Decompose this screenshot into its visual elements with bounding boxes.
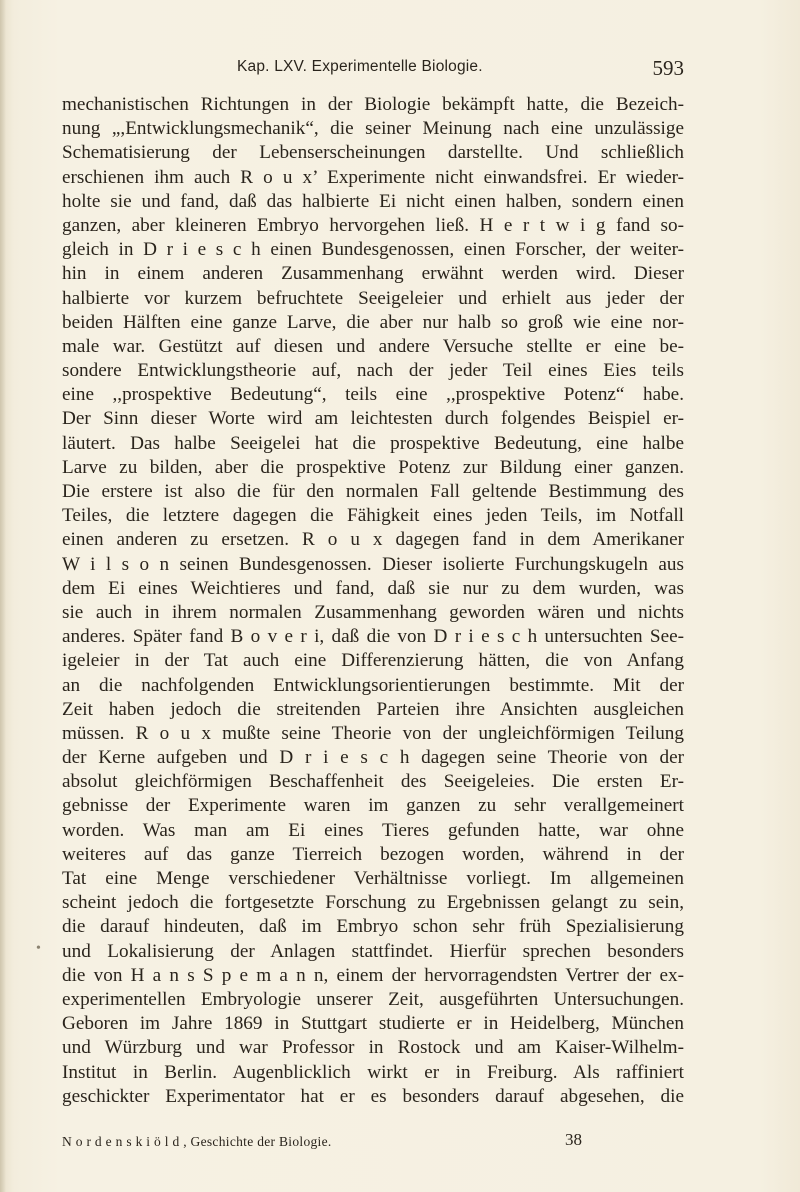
text-line: scheint jedoch die fortgesetzte Forschung zu Ergebnissen gelangt zu sein, <box>62 892 684 914</box>
text-line: die darauf hindeuten, daß im Embryo schon sehr früh Spezialisierung <box>62 916 684 938</box>
text-line: beiden Hälften eine ganze Larve, die aber nur halb so groß wie eine nor- <box>62 311 684 333</box>
sheet-number: 38 <box>565 1130 582 1149</box>
page-gutter-shadow <box>0 0 6 1192</box>
text-line: erschienen ihm auch R o u x’ Experimente nicht einwandsfrei. Er wieder- <box>62 166 684 188</box>
text-line: Tat eine Menge verschiedener Verhältnisse vorliegt. Im allgemeinen <box>62 868 684 889</box>
text-line: hin in einem anderen Zusammenhang erwähnt werden wird. Dieser <box>62 263 684 285</box>
text-line: mechanistischen Richtungen in der Biologie bekämpft hatte, die Bezeich- <box>62 94 684 115</box>
text-line: läutert. Das halbe Seeigelei hat die prospektive Bedeutung, eine halbe <box>62 432 684 454</box>
text-line: weiteres auf das ganze Tierreich bezogen worden, während in der <box>62 843 684 865</box>
text-line: Geboren im Jahre 1869 in Stuttgart studierte er in Heidelberg, München <box>62 1013 684 1035</box>
text-line: müssen. R o u x mußte seine Theorie von der ungleichförmigen Teilung <box>62 722 684 744</box>
text-line: Die erstere ist also die für den normalen Fall geltende Bestimmung des <box>62 481 684 502</box>
text-line: Der Sinn dieser Worte wird am leichtesten durch folgendes Beispiel er- <box>62 408 684 430</box>
text-line: dem Ei eines Weichtieres und fand, daß sie nur zu dem wurden, was <box>62 577 684 599</box>
body-text <box>62 93 684 1109</box>
text-line: Larve zu bilden, aber die prospektive Potenz zur Bildung einer ganzen. <box>62 456 684 478</box>
text-line: experimentellen Embryologie unserer Zeit, ausgeführten Untersuchungen. <box>62 988 684 1010</box>
text-line: igeleier in der Tat auch eine Differenzierung hätten, die von Anfang <box>62 650 684 672</box>
page-header <box>62 56 684 86</box>
margin-mark: • <box>36 941 41 956</box>
text-line: anderes. Später fand B o v e r i, daß die von D r i e s c h untersuchten See- <box>62 626 684 648</box>
text-line: gleich in D r i e s c h einen Bundesgenossen, einen Forscher, der weiter- <box>62 239 684 261</box>
text-line: nung „,Entwicklungsmechanik“, die seiner Meinung nach eine unzulässige <box>62 118 684 140</box>
text-line: worden. Was man am Ei eines Tieres gefunden hatte, war ohne <box>62 819 684 841</box>
footer-signature: N o r d e n s k i ö l d , Geschichte der Biologie. <box>62 1134 332 1149</box>
text-line: sie auch in ihrem normalen Zusammenhang geworden wären und nichts <box>62 601 684 623</box>
text-line: geschickter Experimentator hat er es besonders darauf abgesehen, die <box>62 1085 684 1107</box>
text-line: die von H a n s S p e m a n n, einem der hervorragendsten Vertrer der ex- <box>62 964 684 986</box>
text-line: Zeit haben jedoch die streitenden Parteien ihre Ansichten ausgleichen <box>62 698 684 720</box>
page-footer <box>62 1130 684 1154</box>
text-line: male war. Gestützt auf diesen und andere Versuche stellte er eine be- <box>62 335 684 357</box>
text-line: Institut in Berlin. Augenblicklich wirkt er in Freiburg. Als raffiniert <box>62 1061 684 1083</box>
text-line: sondere Entwicklungstheorie auf, nach der jeder Teil eines Eies teils <box>62 360 684 382</box>
text-line: Schematisierung der Lebenserscheinungen darstellte. Und schließlich <box>62 142 684 164</box>
text-line: W i l s o n seinen Bundesgenossen. Dieser isolierte Furchungskugeln aus <box>62 553 684 575</box>
text-line: ganzen, aber kleineren Embryo hervorgehen ließ. H e r t w i g fand so- <box>62 214 684 236</box>
text-line: Teiles, die letztere dagegen die Fähigkeit eines jeden Teils, im Notfall <box>62 505 684 527</box>
text-line: der Kerne aufgeben und D r i e s c h dagegen seine Theorie von der <box>62 747 684 769</box>
text-line: holte sie und fand, daß das halbierte Ei nicht einen halben, sondern einen <box>62 190 684 212</box>
text-line: eine ,,prospektive Bedeutung“, teils eine ,,prospektive Potenz“ habe. <box>62 384 684 406</box>
text-line: halbierte vor kurzem befruchtete Seeigeleier und erhielt aus jeder der <box>62 287 684 309</box>
text-line: und Lokalisierung der Anlagen stattfindet. Hierfür sprechen besonders <box>62 940 684 962</box>
text-line: und Würzburg und war Professor in Rostock und am Kaiser-Wilhelm- <box>62 1037 684 1059</box>
running-head: Kap. LXV. Experimentelle Biologie. <box>237 58 483 75</box>
text-line: absolut gleichförmigen Beschaffenheit des Seeigeleies. Die ersten Er- <box>62 771 684 793</box>
text-line: einen anderen zu ersetzen. R o u x dagegen fand in dem Amerikaner <box>62 529 684 551</box>
text-line: an die nachfolgenden Entwicklungsorientierungen bestimmte. Mit der <box>62 674 684 696</box>
page-number: 593 <box>652 56 684 80</box>
text-line: gebnisse der Experimente waren im ganzen zu sehr verallgemeinert <box>62 795 684 817</box>
